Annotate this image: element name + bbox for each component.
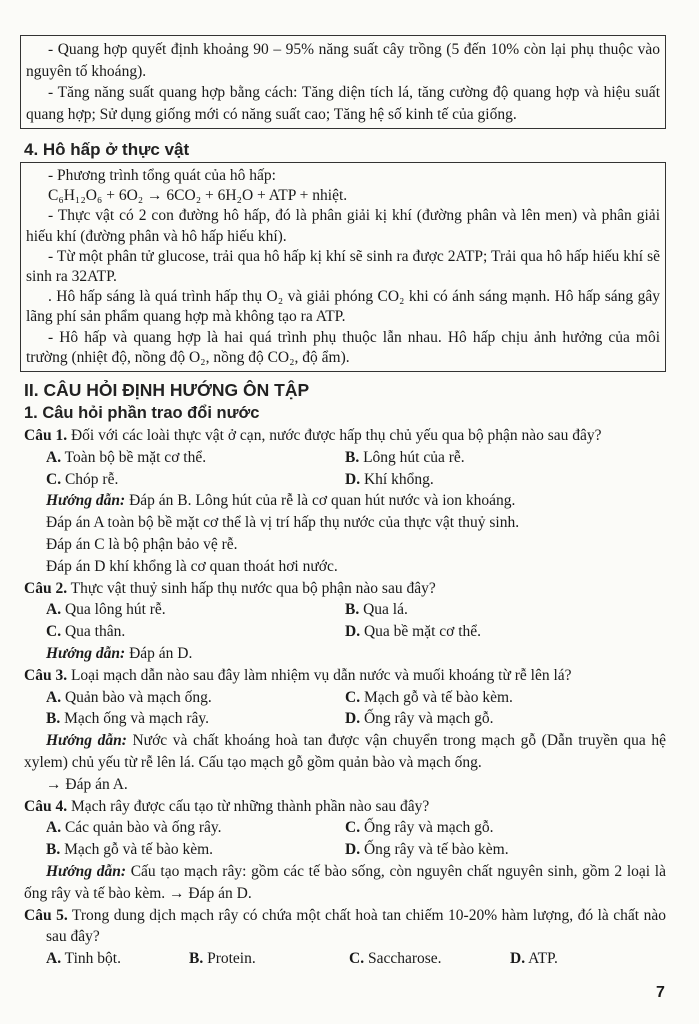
options-row: [24, 687, 666, 709]
option-a: A. Các quản bào và ống rây.: [46, 819, 222, 837]
option-c: C. Qua thân.: [46, 623, 126, 641]
options-row: [24, 708, 666, 730]
guide: Hướng dẫn: Đáp án B. Lông hút của rễ là cơ quan hút nước và ion khoáng.: [46, 492, 516, 510]
part-heading: II. CÂU HỎI ĐỊNH HƯỚNG ÔN TẬP: [24, 380, 310, 400]
options-row: [24, 621, 666, 643]
option-b: B. Mạch gỗ và tế bào kèm.: [46, 841, 214, 859]
question-1: [24, 425, 666, 447]
section-heading: 4. Hô hấp ở thực vật: [24, 140, 190, 159]
question-4: Câu 4. Mạch rây được cấu tạo từ những thành phần nào sau đây?: [24, 797, 430, 815]
page-number: 7: [656, 984, 665, 1001]
option-a: A. Tinh bột.: [46, 950, 121, 968]
guide: Hướng dẫn: Đáp án D.: [46, 644, 193, 662]
option-d: D. Khí khổng.: [345, 470, 434, 488]
option-c: C. Chóp rễ.: [46, 470, 119, 488]
options-row: [24, 599, 666, 621]
note: Đáp án C là bộ phận bảo vệ rễ.: [46, 535, 238, 553]
paragraph: - Phương trình tổng quát của hô hấp:: [48, 167, 276, 184]
paragraph: - Từ một phân tử glucose, trải qua hô hấp kị khí sẽ sinh ra được 2ATP; Trải qua hô hấp hiếu khí sẽ sinh ra 32ATP.: [26, 247, 660, 286]
option-c: C. Mạch gỗ và tế bào kèm.: [345, 688, 513, 706]
option-c: C. Saccharose.: [349, 950, 442, 968]
equation: C₆H₁₂O₆ + 6O₂ → 6CO₂ + 6H₂O + ATP + nhiệt.: [48, 187, 348, 205]
summary-box-photosynthesis: [20, 35, 666, 129]
question-3: Câu 3. Loại mạch dẫn nào sau đây làm nhiệm vụ dẫn nước và muối khoáng từ rễ lên lá?: [24, 666, 572, 684]
option-d: D. Ống rây và tế bào kèm.: [345, 841, 509, 859]
option-b: B. Protein.: [189, 950, 256, 968]
paragraph: - Thực vật có 2 con đường hô hấp, đó là phân giải kị khí (đường phân và lên men) và phân giải hiếu khí (đường phân và hô hấp hiếu khí).: [26, 207, 660, 245]
option-b: B. Qua lá.: [345, 601, 408, 619]
option-d: D. Qua bề mặt cơ thể.: [345, 623, 482, 641]
paragraph: - Quang hợp quyết định khoảng 90 – 95% năng suất cây trồng (5 đến 10% còn lại phụ thuộc vào nguyên tố khoáng).: [26, 41, 660, 80]
note: Đáp án A toàn bộ bề mặt cơ thể là vị trí hấp thụ nước của thực vật thuỷ sinh.: [46, 514, 520, 532]
option-a: A. Quản bào và mạch ống.: [46, 688, 212, 706]
paragraph: . Hô hấp sáng là quá trình hấp thụ O₂ và giải phóng CO₂ khi có ánh sáng mạnh. Hô hấp sáng gây lãng phí sản phẩm quang hợp mà không tạo ra ATP.: [26, 288, 660, 326]
option-d: D. ATP.: [510, 950, 558, 968]
option-a: A. Toàn bộ bề mặt cơ thể.: [46, 448, 207, 466]
option-d: D. Ống rây và mạch gỗ.: [345, 710, 494, 728]
options-row: [24, 817, 666, 839]
questions: [24, 425, 666, 970]
options-row: [24, 839, 666, 861]
question-5: Câu 5. Trong dung dịch mạch rây có chứa một chất hoà tan chiếm 10-20% hàm lượng, đó là chất nào sau đây?: [24, 906, 666, 946]
paragraph: - Tăng năng suất quang hợp bằng cách: Tăng diện tích lá, tăng cường độ quang hợp và hiệu suất quang hợp; Sử dụng giống mới có năng suất cao; Tăng hệ số kinh tế của giống.: [26, 84, 660, 123]
subsection-heading: 1. Câu hỏi phần trao đổi nước: [24, 404, 260, 422]
options-row: [24, 948, 666, 970]
question-2: Câu 2. Thực vật thuỷ sinh hấp thụ nước qua bộ phận nào sau đây?: [24, 579, 436, 597]
option-c: C. Ống rây và mạch gỗ.: [345, 819, 494, 837]
option-b: B. Mạch ống và mạch rây.: [46, 710, 209, 728]
option-a: A. Qua lông hút rễ.: [46, 601, 166, 619]
options-row: [24, 469, 666, 491]
paragraph: - Hô hấp và quang hợp là hai quá trình phụ thuộc lẫn nhau. Hô hấp chịu ảnh hưởng của môi trường (nhiệt độ, nồng độ O₂, nồng độ CO₂, độ ẩm).: [26, 328, 660, 366]
option-b: B. Lông hút của rễ.: [345, 448, 465, 466]
answer: → Đáp án A.: [46, 775, 128, 793]
options-row: [24, 447, 666, 469]
guide: Hướng dẫn: Cấu tạo mạch rây: gồm các tế bào sống, còn nguyên chất nguyên sinh, gồm 2 loại là ống rây và tế bào kèm. → Đáp án D.: [24, 862, 666, 902]
guide: Hướng dẫn: Nước và chất khoáng hoà tan được vận chuyển trong mạch gỗ (Dẫn truyền qua hệ xylem) chủ yếu từ rễ lên lá. Cấu tạo mạch gỗ gồm quản bào và mạch ống.: [24, 732, 666, 771]
note: Đáp án D khí khổng là cơ quan thoát hơi nước.: [46, 557, 338, 575]
summary-box-respiration: [20, 162, 666, 372]
question-label: Câu 1.: [24, 427, 68, 444]
question-text: Đối với các loài thực vật ở cạn, nước được hấp thụ chủ yếu qua bộ phận nào sau đây?: [67, 427, 602, 444]
